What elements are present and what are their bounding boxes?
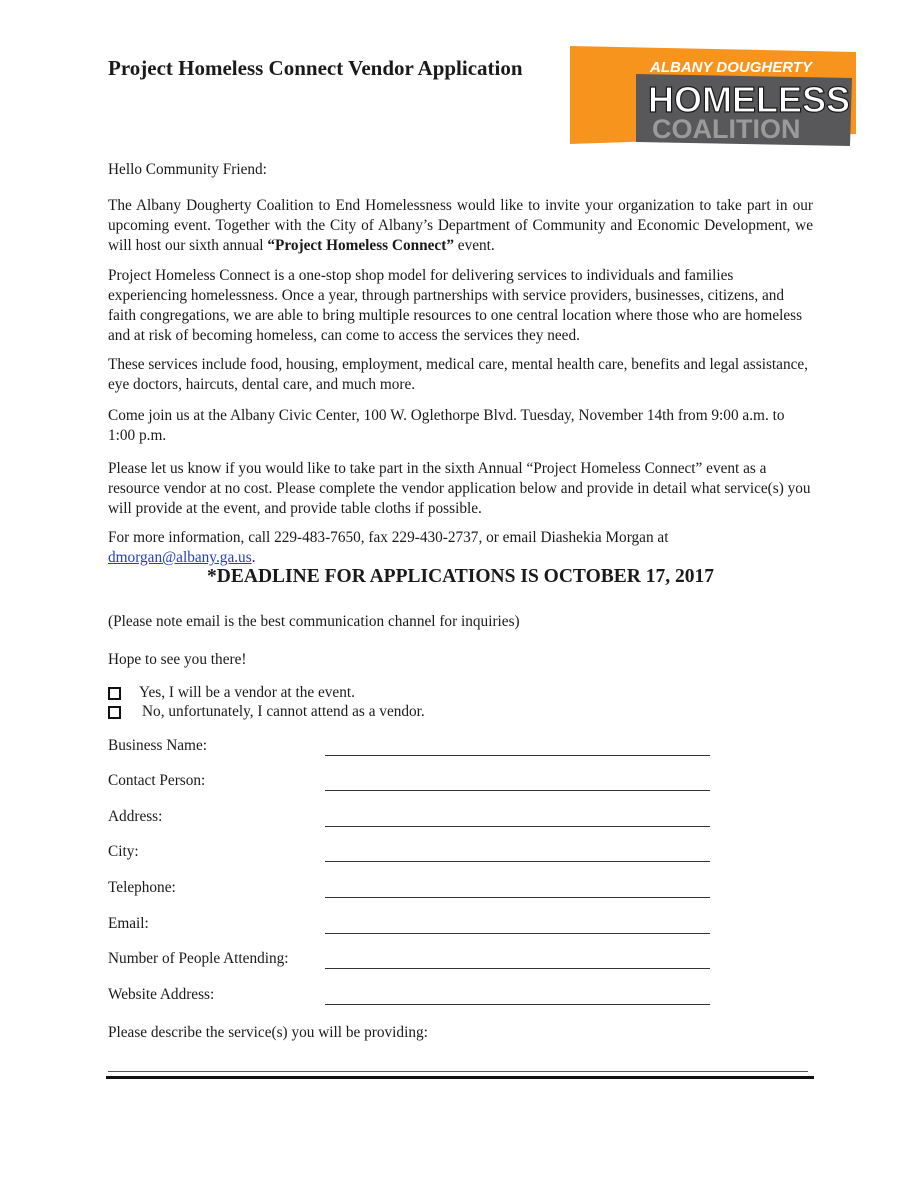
yes-checkbox[interactable] xyxy=(108,687,121,700)
email-link[interactable]: dmorgan@albany.ga.us xyxy=(108,549,252,566)
option-yes-row xyxy=(108,684,355,702)
field-label: Number of People Attending: xyxy=(108,950,289,967)
homeless-coalition-logo xyxy=(560,38,856,150)
service-description-line[interactable] xyxy=(108,1071,808,1072)
field-label: Website Address: xyxy=(108,986,215,1003)
city-input[interactable] xyxy=(325,861,710,862)
business-name-input[interactable] xyxy=(325,755,710,756)
program-description-paragraph: Project Homeless Connect is a one-stop shop model for delivering services to individuals and families experiencing homelessness. Once a year, through partnerships with service providers, businesses, citizens, and faith congregations, we are able to bring multiple resources to one central location where those who are homeless and at risk of becoming homeless, can come to access the services they need. xyxy=(108,267,803,344)
field-label: Email: xyxy=(108,915,149,932)
field-label: Telephone: xyxy=(108,879,176,896)
business-name-row xyxy=(108,737,713,759)
option-no-row xyxy=(108,703,425,721)
greeting: Hello Community Friend: xyxy=(108,161,267,178)
divider xyxy=(106,1076,814,1079)
field-label: Business Name: xyxy=(108,737,207,754)
website-address-row xyxy=(108,986,713,1008)
email-input[interactable] xyxy=(325,933,710,934)
contact-person-input[interactable] xyxy=(325,790,710,791)
email-note: (Please note email is the best communication channel for inquiries) xyxy=(108,613,520,630)
intro-paragraph: The Albany Dougherty Coalition to End Homelessness would like to invite your organization to take part in our upcoming event. Together with the City of Albany’s Department of Community and Economic Development, we will host our sixth annual “Project Homeless Connect” event. xyxy=(108,197,813,254)
field-label: Contact Person: xyxy=(108,772,206,789)
field-label: Address: xyxy=(108,808,163,825)
telephone-input[interactable] xyxy=(325,897,710,898)
address-row xyxy=(108,808,713,830)
address-input[interactable] xyxy=(325,826,710,827)
telephone-row xyxy=(108,879,713,901)
logo-line3: COALITION xyxy=(652,114,801,144)
field-label: City: xyxy=(108,843,139,860)
yes-option-label: Yes, I will be a vendor at the event. xyxy=(139,684,355,701)
closing-line: Hope to see you there! xyxy=(108,651,247,668)
event-details-paragraph: Come join us at the Albany Civic Center, 100 W. Oglethorpe Blvd. Tuesday, November 14th from 9:00 a.m. to 1:00 p.m. xyxy=(108,407,785,444)
no-option-label: No, unfortunately, I cannot attend as a vendor. xyxy=(142,703,425,720)
people-attending-row xyxy=(108,950,713,972)
contact-person-row xyxy=(108,772,713,794)
services-paragraph: These services include food, housing, employment, medical care, mental health care, benefits and legal assistance, eye doctors, haircuts, dental care, and much more. xyxy=(108,356,808,393)
city-row xyxy=(108,843,713,865)
people-attending-input[interactable] xyxy=(325,968,710,969)
no-checkbox[interactable] xyxy=(108,706,121,719)
contact-info-paragraph: For more information, call 229-483-7650, fax 229-430-2737, or email Diashekia Morgan at dmorgan@albany.ga.us. xyxy=(108,529,669,566)
website-address-input[interactable] xyxy=(325,1004,710,1005)
service-description-label: Please describe the service(s) you will be providing: xyxy=(108,1024,428,1041)
logo-line1: ALBANY DOUGHERTY xyxy=(650,59,812,76)
logo-line2: HOMELESS xyxy=(648,79,851,120)
participation-paragraph: Please let us know if you would like to take part in the sixth Annual “Project Homeless Connect” event as a resource vendor at no cost. Please complete the vendor application below and provide in detail what service(s) you will provide at the event, and provide table cloths if possible. xyxy=(108,460,811,517)
email-row xyxy=(108,915,713,937)
deadline-heading: *DEADLINE FOR APPLICATIONS IS OCTOBER 17, 2017 xyxy=(207,566,714,587)
document-title: Project Homeless Connect Vendor Application xyxy=(108,56,523,80)
